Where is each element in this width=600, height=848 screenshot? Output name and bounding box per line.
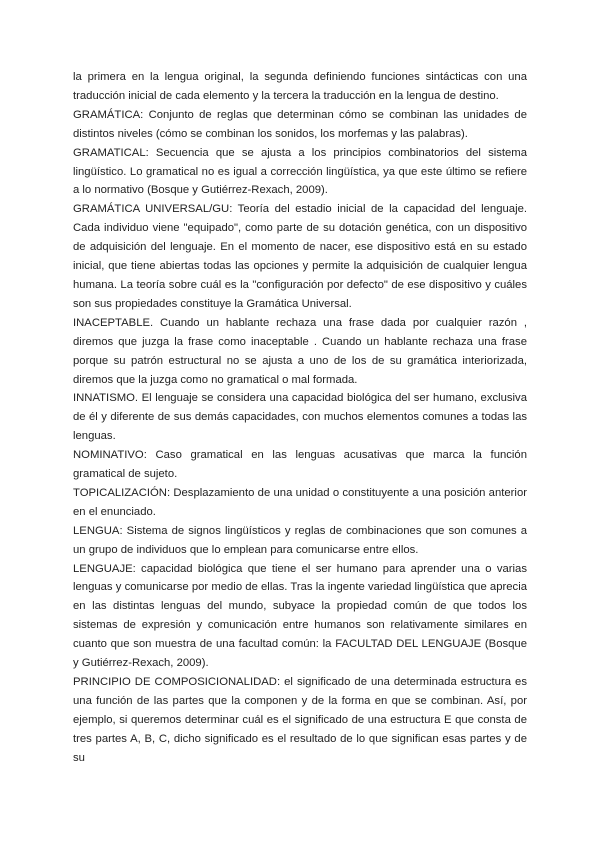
entry-lenguaje: LENGUAJE: capacidad biológica que tiene el ser humano para aprender una o varias lenguas y comunicarse por medio de ellas. Tras la ingente variedad lingüística que aprecia en las distintas lenguas del mundo, subyace la propiedad común de que todos los sistemas de expresión y comunicación entre humanos son relativamente similares en cuanto que son muestra de una facultad común: la FACULTAD DEL LENGUAJE (Bosque y Gutiérrez-Rexach, 2009). bbox=[73, 562, 527, 670]
entry-topicalizacion: TOPICALIZACIÓN: Desplazamiento de una unidad o constituyente a una posición anterior en el enunciado. bbox=[73, 486, 527, 518]
entry-lengua: LENGUA: Sistema de signos lingüísticos y reglas de combinaciones que son comunes a un grupo de individuos que lo emplean para comunicarse entre ellos. bbox=[73, 524, 527, 556]
entry-gramatica-universal: GRAMÁTICA UNIVERSAL/GU: Teoría del estadio inicial de la capacidad del lenguaje. Cada individuo viene "equipado", como parte de su dotación genética, con un dispositivo de adquisición del lenguaje. En el momento de nacer, ese dispositivo está en su estado inicial, que tiene abiertas todas las opciones y permite la adquisición de cualquier lengua humana. La teoría sobre cuál es la "configuración por defecto" de ese dispositivo y cuáles son sus propiedades constituye la Gramática Universal. bbox=[73, 203, 527, 310]
entry-nominativo: NOMINATIVO: Caso gramatical en las lenguas acusativas que marca la función gramatical de sujeto. bbox=[73, 449, 527, 481]
entry-innatismo: INNATISMO. El lenguaje se considera una capacidad biológica del ser humano, exclusiva de él y diferente de sus demás capacidades, con muchos elementos comunes a todas las lenguas. bbox=[73, 392, 527, 443]
entry-gramatica: GRAMÁTICA: Conjunto de reglas que determinan cómo se combinan las unidades de distintos niveles (cómo se combinan los sonidos, los morfemas y las palabras). bbox=[73, 108, 527, 140]
entry-inaceptable: INACEPTABLE. Cuando un hablante rechaza una frase dada por cualquier razón , diremos que juzga la frase como inaceptable . Cuando un hablante rechaza una frase porque su patrón estructural no se ajusta a uno de los de su gramática interiorizada, diremos que la juzga como no gramatical o mal formada. bbox=[73, 316, 527, 386]
document-page bbox=[73, 68, 527, 768]
paragraph-continuation: la primera en la lengua original, la segunda definiendo funciones sintácticas con una traducción inicial de cada elemento y la tercera la traducción en la lengua de destino. bbox=[73, 71, 527, 102]
entry-principio-composicionalidad: PRINCIPIO DE COMPOSICIONALIDAD: el significado de una determinada estructura es una función de las partes que la componen y de la forma en que se combinan. Así, por ejemplo, si queremos determinar cuál es el significado de una estructura E que consta de tres partes A, B, C, dicho significado es el resultado de lo que significan esas partes y de su bbox=[73, 676, 527, 764]
entry-gramatical: GRAMATICAL: Secuencia que se ajusta a los principios combinatorios del sistema lingüístico. Lo gramatical no es igual a corrección lingüística, ya que este último se refiere a lo normativo (Bosque y Gutiérrez-Rexach, 2009). bbox=[73, 146, 527, 197]
